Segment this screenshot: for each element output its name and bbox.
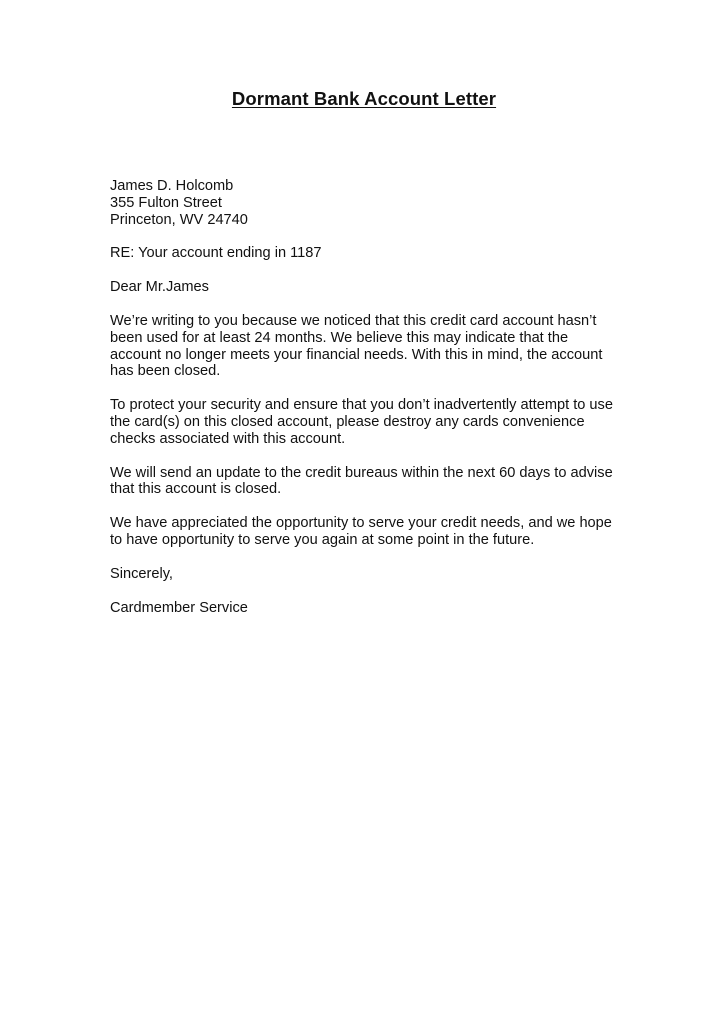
address-line-name: James D. Holcomb: [110, 178, 234, 194]
paragraph-1: We’re writing to you because we noticed that this credit card account hasn’t been used for at least 24 months. We believe this may indicate that the account no longer meets your financial needs. With this in mind, the account has been closed.: [110, 312, 603, 380]
letter-title: Dormant Bank Account Letter: [231, 88, 497, 109]
recipient-address: [110, 178, 630, 228]
address-line-street: 355 Fulton Street: [110, 194, 222, 211]
paragraph-3: We will send an update to the credit bureaus within the next 60 days to advise that this account is closed.: [110, 464, 613, 498]
closing: Sincerely,: [110, 565, 173, 582]
letter-body: [110, 178, 630, 616]
re-line: RE: Your account ending in 1187: [110, 245, 322, 262]
signature: Cardmember Service: [110, 599, 248, 616]
paragraph-4: We have appreciated the opportunity to serve your credit needs, and we hope to have opportunity to serve you again at some point in the future.: [110, 515, 612, 548]
address-line-city: Princeton, WV 24740: [110, 211, 248, 228]
paragraph-2: To protect your security and ensure that you don’t inadvertently attempt to use the card(s) on this closed account, please destroy any cards convenience checks associated with this account.: [110, 397, 613, 447]
salutation: Dear Mr.James: [110, 279, 209, 296]
